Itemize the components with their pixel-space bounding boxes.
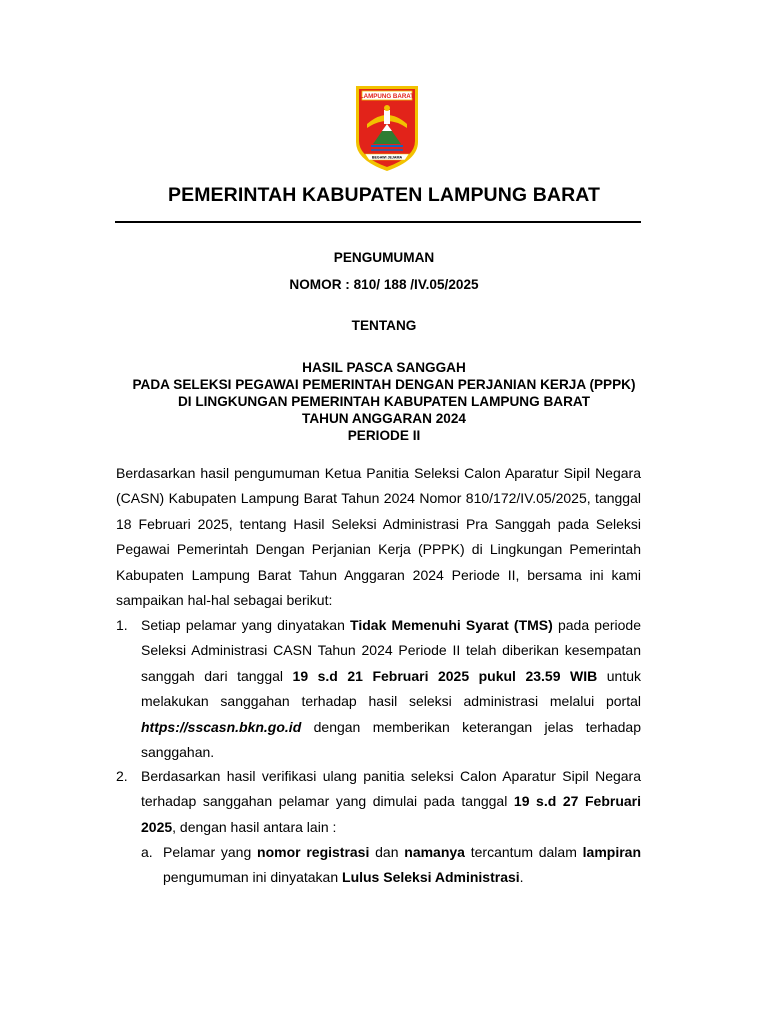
announcement-number: NOMOR : 810/ 188 /IV.05/2025	[289, 277, 479, 292]
list-item-text: Setiap pelamar yang dinyatakan Tidak Memenuhi Syarat (TMS) pada periode Seleksi Administrasi CASN Tahun 2024 Periode II telah diberikan kesempatan sanggah dari tanggal 19 s.d 21 Februari 2025 pukul 23.59 WIB untuk melakukan sanggahan terhadap hasil seleksi administrasi melalui portal https://sscasn.bkn.go.id dengan memberikan keterangan jelas terhadap sanggahan.	[141, 617, 641, 761]
list-item-text: Berdasarkan hasil verifikasi ulang panitia seleksi Calon Aparatur Sipil Negara terhadap sanggahan pelamar yang dimulai pada tanggal 19 s.d 27 Februari 2025, dengan hasil antara lain :	[141, 768, 641, 835]
subject-line: TAHUN ANGGARAN 2024	[302, 411, 466, 426]
list-item	[116, 613, 641, 765]
org-title: PEMERINTAH KABUPATEN LAMPUNG BARAT	[167, 184, 601, 206]
announcement-about: TENTANG	[351, 318, 417, 333]
announcement-subject	[0, 359, 768, 444]
sub-list-letter: a.	[141, 844, 153, 860]
emblem-bottom-banner: BEGAWI JEJAMA	[371, 155, 403, 160]
subject-line: DI LINGKUNGAN PEMERINTAH KABUPATEN LAMPUNG BARAT	[177, 394, 591, 409]
subject-line: HASIL PASCA SANGGAH	[302, 360, 466, 375]
subject-line: PERIODE II	[347, 428, 421, 443]
intro-paragraph: Berdasarkan hasil pengumuman Ketua Panitia Seleksi Calon Aparatur Sipil Negara (CASN) Kabupaten Lampung Barat Tahun 2024 Nomor 810/172/IV.05/2025, tanggal 18 Februari 2025, tentang Hasil Seleksi Administrasi Pra Sanggah pada Seleksi Pegawai Pemerintah Dengan Perjanian Kerja (PPPK) di Lingkungan Pemerintah Kabupaten Lampung Barat Tahun Anggaran 2024 Periode II, bersama ini kami sampaikan hal-hal sebagai berikut:	[116, 465, 641, 609]
subject-line: PADA SELEKSI PEGAWAI PEMERINTAH DENGAN PERJANIAN KERJA (PPPK)	[132, 377, 636, 392]
lampung-barat-emblem	[353, 84, 421, 172]
list-item	[116, 764, 641, 840]
emblem-top-banner: LAMPUNG BARAT	[359, 93, 415, 101]
portal-link[interactable]: https://sscasn.bkn.go.id	[141, 718, 302, 735]
sub-list-item-text: Pelamar yang nomor registrasi dan namanya tercantum dalam lampiran pengumuman ini dinyatakan Lulus Seleksi Administrasi.	[163, 844, 641, 886]
list-number: 1.	[116, 617, 128, 633]
list-number: 2.	[116, 768, 128, 784]
announcement-label: PENGUMUMAN	[333, 250, 435, 265]
header-divider	[115, 221, 641, 223]
sub-list-item	[141, 840, 641, 891]
